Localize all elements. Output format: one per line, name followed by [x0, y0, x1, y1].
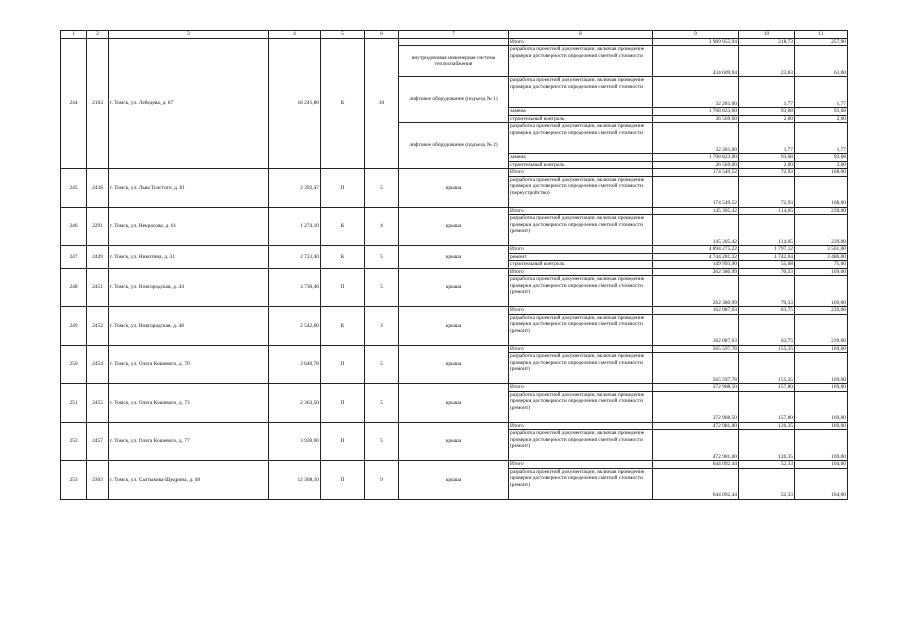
table-row [61, 268, 848, 276]
cost-per-m2: 1,77 [739, 77, 795, 108]
max-cost-per-m2: 164,00 [795, 461, 848, 469]
row-number: 244 [61, 38, 87, 169]
wall-material: П [321, 422, 365, 461]
work-description: замена [509, 108, 653, 116]
wall-material: К [321, 246, 365, 269]
house-code: 2291 [87, 207, 109, 246]
table-row [61, 207, 848, 215]
house-address: г. Томск, ул. Новгородская, д. 44 [109, 268, 269, 307]
work-cost: 36 569,00 [653, 115, 739, 123]
wall-material: П [321, 384, 365, 423]
row-number: 251 [61, 384, 87, 423]
work-cost: 145 305,42 [653, 215, 739, 246]
col-header: 2 [87, 31, 109, 39]
cost-per-m2: 155,35 [739, 345, 795, 353]
max-cost-per-m2: 169,00 [795, 422, 848, 430]
col-header: 11 [795, 31, 848, 39]
cost-per-m2: 2,00 [739, 115, 795, 123]
row-number: 250 [61, 345, 87, 384]
wall-material: К [321, 307, 365, 346]
max-cost-per-m2: 239,00 [795, 215, 848, 246]
house-address: г. Томск, ул. Никитина, д. 31 [109, 246, 269, 269]
work-description: Итого [509, 422, 653, 430]
col-header: 7 [399, 31, 509, 39]
cost-per-m2: 1 742,04 [739, 253, 795, 261]
max-cost-per-m2: 169,00 [795, 353, 848, 384]
house-area: 18 241,80 [269, 38, 321, 169]
work-description: строительный контроль [509, 161, 653, 169]
max-cost-per-m2: 169,00 [795, 268, 848, 276]
work-cost: 1 708 823,00 [653, 108, 739, 116]
house-address: г. Томск, ул. Льва Толстого, д. 81 [109, 169, 269, 208]
wall-material: К [321, 207, 365, 246]
cost-per-m2: 1 797,12 [739, 246, 795, 254]
floor-count: 10 [365, 38, 399, 169]
work-cost: 262 380,99 [653, 268, 739, 276]
work-description: Итого [509, 345, 653, 353]
building-system: внутридомовая инженерная система теплоснабжения [399, 46, 509, 77]
col-header: 5 [321, 31, 365, 39]
cost-per-m2: 72,93 [739, 169, 795, 177]
max-cost-per-m2: 93,68 [795, 154, 848, 162]
column-number-row [61, 31, 848, 39]
work-description: строительный контроль [509, 115, 653, 123]
house-address: г. Томск, ул. Олега Кошевого, д. 77 [109, 422, 269, 461]
cost-per-m2: 114,05 [739, 207, 795, 215]
house-area: 3 930,00 [269, 422, 321, 461]
max-cost-per-m2: 2,00 [795, 115, 848, 123]
building-system: крыша [399, 246, 509, 269]
house-code: 2451 [87, 268, 109, 307]
building-system: крыша [399, 461, 509, 500]
max-cost-per-m2: 169,00 [795, 430, 848, 461]
table-row [61, 307, 848, 315]
document-page [60, 30, 847, 500]
work-cost: 434 609,94 [653, 46, 739, 77]
row-number: 247 [61, 246, 87, 269]
work-description: ремонт [509, 253, 653, 261]
house-code: 2454 [87, 345, 109, 384]
row-number: 246 [61, 207, 87, 246]
work-description: разработка проектной документации, включая проведение проверки достоверности определения сметной стоимости [509, 123, 653, 154]
building-system: лифтовое оборудование (подъезд № 1) [399, 77, 509, 123]
max-cost-per-m2: 257,90 [795, 38, 848, 46]
house-code: 2163 [87, 38, 109, 169]
cost-per-m2: 157,80 [739, 384, 795, 392]
max-cost-per-m2: 1,77 [795, 123, 848, 154]
work-description: разработка проектной документации, включая проведение проверки достоверности определения сметной стоимости (ремонт) [509, 391, 653, 422]
building-system: крыша [399, 307, 509, 346]
cost-per-m2: 218,73 [739, 38, 795, 46]
table-row [61, 246, 848, 254]
cost-per-m2: 114,05 [739, 215, 795, 246]
cost-per-m2: 120,35 [739, 430, 795, 461]
col-header: 6 [365, 31, 399, 39]
col-header: 9 [653, 31, 739, 39]
house-address: г. Томск, ул. Олега Кошевого, д. 73 [109, 384, 269, 423]
floor-count: 5 [365, 345, 399, 384]
building-system: крыша [399, 207, 509, 246]
work-cost: 472 981,00 [653, 422, 739, 430]
cost-per-m2: 70,33 [739, 276, 795, 307]
work-cost: 162 087,03 [653, 307, 739, 315]
work-cost: 32 281,00 [653, 77, 739, 108]
row-number: 248 [61, 268, 87, 307]
max-cost-per-m2: 169,00 [795, 384, 848, 392]
work-cost: 565 597,78 [653, 353, 739, 384]
cost-per-m2: 63,75 [739, 307, 795, 315]
house-code: 2455 [87, 384, 109, 423]
house-address: г. Томск, ул. Олега Кошевого, д. 70 [109, 345, 269, 384]
house-address: г. Томск, ул. Лебедева, д. 87 [109, 38, 269, 169]
house-code: 2457 [87, 422, 109, 461]
max-cost-per-m2: 3 486,00 [795, 253, 848, 261]
max-cost-per-m2: 164,00 [795, 468, 848, 499]
max-cost-per-m2: 93,68 [795, 108, 848, 116]
max-cost-per-m2: 75,00 [795, 261, 848, 269]
work-cost: 1 708 823,00 [653, 154, 739, 162]
row-number: 245 [61, 169, 87, 208]
building-system: лифтовое оборудование (подъезд № 2) [399, 123, 509, 169]
work-cost: 565 597,78 [653, 345, 739, 353]
max-cost-per-m2: 239,00 [795, 307, 848, 315]
building-system: крыша [399, 345, 509, 384]
table-row [61, 461, 848, 469]
work-cost: 174 549,52 [653, 169, 739, 177]
floor-count: 5 [365, 246, 399, 269]
work-description: Итого [509, 246, 653, 254]
floor-count: 4 [365, 207, 399, 246]
cost-per-m2: 2,00 [739, 161, 795, 169]
cost-per-m2: 120,35 [739, 422, 795, 430]
house-area: 2 363,50 [269, 384, 321, 423]
row-number: 249 [61, 307, 87, 346]
work-cost: 174 549,52 [653, 176, 739, 207]
work-cost: 644 092,44 [653, 468, 739, 499]
row-number: 252 [61, 422, 87, 461]
cost-per-m2: 155,35 [739, 353, 795, 384]
work-description: Итого [509, 207, 653, 215]
work-cost: 372 968,50 [653, 391, 739, 422]
col-header: 8 [509, 31, 653, 39]
repair-plan-table [60, 30, 848, 500]
work-description: разработка проектной документации, включая проведение проверки достоверности определения сметной стоимости [509, 46, 653, 77]
col-header: 4 [269, 31, 321, 39]
cost-per-m2: 157,80 [739, 391, 795, 422]
wall-material: П [321, 461, 365, 500]
building-system: крыша [399, 422, 509, 461]
max-cost-per-m2: 169,00 [795, 391, 848, 422]
max-cost-per-m2: 239,00 [795, 207, 848, 215]
house-address: г. Томск, ул. Новгородская, д. 48 [109, 307, 269, 346]
cost-per-m2: 52,33 [739, 468, 795, 499]
house-area: 3 730,46 [269, 268, 321, 307]
cost-per-m2: 23,83 [739, 46, 795, 77]
cost-per-m2: 1,77 [739, 123, 795, 154]
work-cost: 4 894 275,22 [653, 246, 739, 254]
cost-per-m2: 70,33 [739, 268, 795, 276]
cost-per-m2: 52,33 [739, 461, 795, 469]
house-area: 12 308,10 [269, 461, 321, 500]
work-description: разработка проектной документации, включая проведение проверки достоверности определения сметной стоимости (переустройство) [509, 176, 653, 207]
work-cost: 3 989 955,94 [653, 38, 739, 46]
table-row [61, 384, 848, 392]
work-description: Итого [509, 38, 653, 46]
max-cost-per-m2: 3 561,00 [795, 246, 848, 254]
wall-material: П [321, 169, 365, 208]
wall-material: П [321, 268, 365, 307]
floor-count: 3 [365, 307, 399, 346]
house-area: 3 640,78 [269, 345, 321, 384]
table-row [61, 38, 848, 46]
cost-per-m2: 72,93 [739, 176, 795, 207]
work-cost: 162 087,03 [653, 314, 739, 345]
house-area: 2 542,60 [269, 307, 321, 346]
work-description: разработка проектной документации, включая проведение проверки достоверности определения сметной стоимости (ремонт) [509, 353, 653, 384]
work-description: Итого [509, 169, 653, 177]
work-description: разработка проектной документации, включая проведение проверки достоверности определения сметной стоимости (ремонт) [509, 468, 653, 499]
house-address: г. Томск, ул. Некрасова, д. 61 [109, 207, 269, 246]
work-cost: 149 993,90 [653, 261, 739, 269]
house-area: 1 274,10 [269, 207, 321, 246]
table-row [61, 422, 848, 430]
work-cost: 145 305,42 [653, 207, 739, 215]
max-cost-per-m2: 63,00 [795, 46, 848, 77]
work-description: разработка проектной документации, включая проведение проверки достоверности определения сметной стоимости (ремонт) [509, 314, 653, 345]
floor-count: 5 [365, 422, 399, 461]
work-cost: 472 981,00 [653, 430, 739, 461]
house-code: 2303 [87, 461, 109, 500]
cost-per-m2: 93,68 [739, 108, 795, 116]
work-description: Итого [509, 461, 653, 469]
house-address: г. Томск, ул. Салтыкова-Щедрина, д. 48 [109, 461, 269, 500]
work-description: Итого [509, 268, 653, 276]
cost-per-m2: 55,08 [739, 261, 795, 269]
floor-count: 9 [365, 461, 399, 500]
house-code: 2449 [87, 246, 109, 269]
col-header: 3 [109, 31, 269, 39]
work-description: разработка проектной документации, включая проведение проверки достоверности определения сметной стоимости (ремонт) [509, 430, 653, 461]
building-system: крыша [399, 169, 509, 208]
building-system: крыша [399, 268, 509, 307]
cost-per-m2: 63,75 [739, 314, 795, 345]
work-description: замена [509, 154, 653, 162]
wall-material: К [321, 38, 365, 169]
max-cost-per-m2: 1,77 [795, 77, 848, 108]
work-description: разработка проектной документации, включая проведение проверки достоверности определения сметной стоимости (ремонт) [509, 276, 653, 307]
house-code: 2452 [87, 307, 109, 346]
building-system [399, 38, 509, 46]
work-cost: 4 744 281,32 [653, 253, 739, 261]
work-cost: 644 092,44 [653, 461, 739, 469]
max-cost-per-m2: 2,00 [795, 161, 848, 169]
table-row [61, 169, 848, 177]
wall-material: П [321, 345, 365, 384]
col-header: 1 [61, 31, 87, 39]
house-area: 2 393,47 [269, 169, 321, 208]
house-code: 2438 [87, 169, 109, 208]
work-cost: 36 569,00 [653, 161, 739, 169]
work-description: разработка проектной документации, включая проведение проверки достоверности определения сметной стоимости (ремонт) [509, 215, 653, 246]
work-description: разработка проектной документации, включая проведение проверки достоверности определения сметной стоимости [509, 77, 653, 108]
max-cost-per-m2: 168,00 [795, 169, 848, 177]
col-header: 10 [739, 31, 795, 39]
max-cost-per-m2: 169,00 [795, 276, 848, 307]
table-body [61, 38, 848, 499]
work-cost: 32 281,00 [653, 123, 739, 154]
work-cost: 372 968,50 [653, 384, 739, 392]
work-description: Итого [509, 307, 653, 315]
work-description: строительный контроль [509, 261, 653, 269]
house-area: 2 723,40 [269, 246, 321, 269]
floor-count: 5 [365, 169, 399, 208]
max-cost-per-m2: 169,00 [795, 345, 848, 353]
floor-count: 5 [365, 384, 399, 423]
max-cost-per-m2: 168,00 [795, 176, 848, 207]
row-number: 253 [61, 461, 87, 500]
work-description: Итого [509, 384, 653, 392]
cost-per-m2: 93,68 [739, 154, 795, 162]
floor-count: 5 [365, 268, 399, 307]
table-row [61, 345, 848, 353]
max-cost-per-m2: 239,00 [795, 314, 848, 345]
building-system: крыша [399, 384, 509, 423]
work-cost: 262 380,99 [653, 276, 739, 307]
